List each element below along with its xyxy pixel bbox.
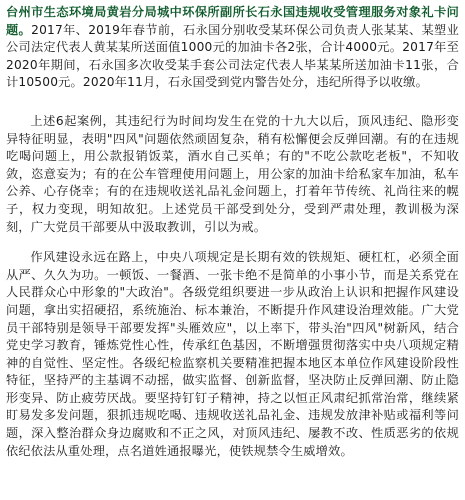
summary-paragraph-1: 上述6起案例，其违纪行为时间均发生在党的十九大以后，顶风违纪、隐形变异特征明显，表明"四风"问题依然顽固复杂，稍有松懈便会反弹回潮。有的在违规吃喝问题上，用公款报销饭菜，酒水自己买单；有的"不吃公款吃老板"，不知收敛，恣意妄为；有的在公车管理使用问题上，用公家的加油卡给私家车加油，私车公养、心存侥幸；有的在违规收送礼品礼金问题上，打着年节传统、礼尚往来的幌子，权力变现，明知故犯。上述党员干部受到处分，受到严肃处理，教训极为深刻，广大党员干部要从中汲取教训，引以为戒。 (6, 113, 459, 234)
case-paragraph (6, 4, 459, 92)
summary-paragraph-2: 作风建设永远在路上，中央八项规定是长期有效的铁规矩、硬杠杠，必须全面从严、久久为功。一顿饭、一餐酒、一张卡绝不是简单的小事小节，而是关系党在人民群众心中形象的"大政治"。各级党组织要进一步从政治上认识和把握作风建设问题，拿出实招硬招，系统施治、标本兼治，不断提升作风建设治理效能。广大党员干部特别是领导干部要发挥"头雁效应"，以上率下，带头治"四风"树新风，结合党史学习教育，锤炼党性心性，传承红色基因，不断增强贯彻落实中央八项规定精神的自觉性、坚定性。各级纪检监察机关要精准把握本地区本单位作风建设阶段性特征，坚持严的主基调不动摇，做实监督、创新监督，坚决防止反弹回潮、防止隐形变异、防止疲劳厌战。要坚持钉钉子精神，持之以恒正风肃纪抓常治常，继续紧盯易发多发问题，狠抓违规吃喝、违规收送礼品礼金、违规发放津补贴或福利等问题，深入整治群众身边腐败和不正之风，对顶风违纪、屡教不改、性质恶劣的依规依纪依法从重处理，点名道姓通报曝光，使铁规禁令生威增效。 (6, 250, 459, 458)
case-title: 台州市生态环境局黄岩分局城中环保所副所长石永国违规收受管理服务对象礼卡问题。 (6, 5, 459, 37)
case-body: 2017年、2019年春节前，石永国分别收受某环保公司负责人张某某、某塑业公司法定代表人黄某某所送面值1000元的加油卡各2张，合计4000元。2017年至2020年期间，石永国多次收受某手套公司法定代表人毕某某所送加油卡11张，合计10500元。2020年11月，石永国受到党内警告处分，违纪所得予以收缴。 (6, 22, 459, 90)
